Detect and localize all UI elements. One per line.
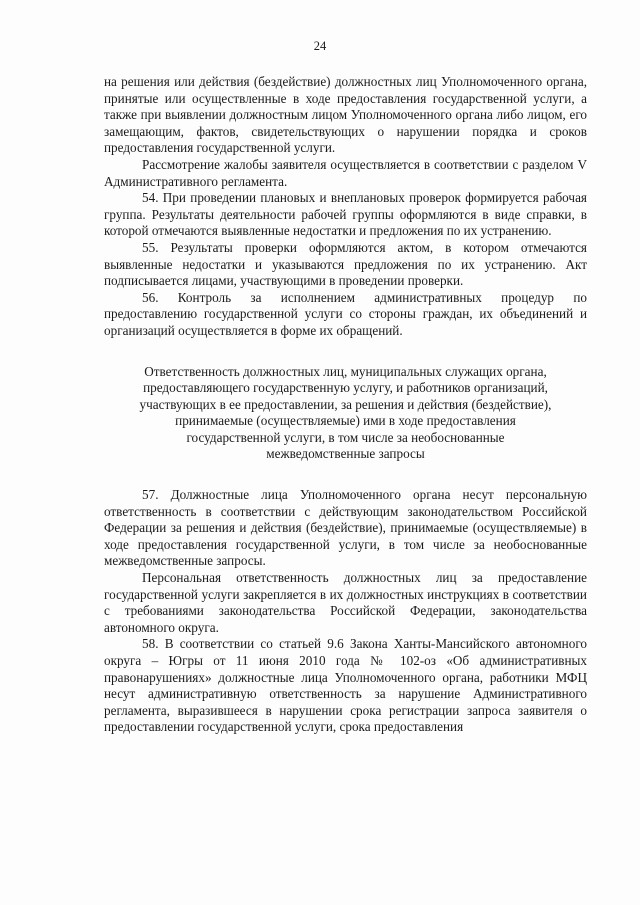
heading-line: принимаемые (осуществляемые) ими в ходе предоставления: [175, 413, 516, 429]
paragraph-personal-responsibility: Персональная ответственность должностных лиц за предоставление государственной услуги закрепляется в их должностных инструкциях в соответствии с требованиями законодательства Российской Федерации, законодательства автономного округа.: [104, 570, 587, 635]
heading-line: межведомственные запросы: [266, 446, 425, 462]
page-number: 24: [313, 39, 327, 53]
heading-line: предоставляющего государственную услугу, и работников организаций,: [143, 380, 548, 396]
paragraph-group-bottom: [104, 487, 587, 736]
heading-line: участвующих в ее предоставлении, за решения и действия (бездействие),: [139, 396, 552, 412]
paragraph-group-top: [104, 74, 587, 340]
document-body: [104, 74, 587, 736]
paragraph-continuation: на решения или действия (бездействие) должностных лиц Уполномоченного органа, принятые или осуществленные в ходе предоставления государственной услуги, а также при выявлении должностным лицом Уполномоченного органа либо лицом, его замещающим, фактов, свидетельствующих о нарушении порядка и сроков предоставления государственной услуги.: [104, 74, 587, 156]
heading-line: государственной услуги, в том числе за необоснованные: [186, 429, 505, 445]
paragraph-54: 54. При проведении плановых и внеплановых проверок формируется рабочая группа. Результаты деятельности рабочей группы оформляются в виде справки, в которой отмечаются выявленные недостатки и предложения по их устранению.: [104, 190, 587, 239]
paragraph-complaint-review: Рассмотрение жалобы заявителя осуществляется в соответствии с разделом V Административного регламента.: [104, 156, 587, 189]
heading-line: Ответственность должностных лиц, муниципальных служащих органа,: [144, 363, 547, 379]
paragraph-56: 56. Контроль за исполнением административных процедур по предоставлению государственной услуги со стороны граждан, их объединений и организаций осуществляется в форме их обращений.: [104, 289, 587, 338]
paragraph-55: 55. Результаты проверки оформляются актом, в котором отмечаются выявленные недостатки и указываются предложения по их устранению. Акт подписывается лицами, участвующими в проведении проверки.: [104, 239, 587, 289]
paragraph-57: 57. Должностные лица Уполномоченного органа несут персональную ответственность в соответствии с действующим законодательством Российской Федерации за решения и действия (бездействие), принимаемые (осуществляемые) в ходе предоставления государственной услуги, в том числе за необоснованные межведомственные запросы.: [104, 487, 587, 569]
paragraph-58: 58. В соответствии со статьей 9.6 Закона Ханты-Мансийского автономного округа – Югры от 11 июня 2010 года № 102-оз «Об административных правонарушениях» должностные лица Уполномоченного органа, работники МФЦ несут административную ответственность за нарушение Административного регламента, выразившееся в нарушении срока регистрации запроса заявителя о предоставлении государственной услуги, срока предоставления: [104, 636, 587, 735]
section-heading: [104, 364, 587, 464]
